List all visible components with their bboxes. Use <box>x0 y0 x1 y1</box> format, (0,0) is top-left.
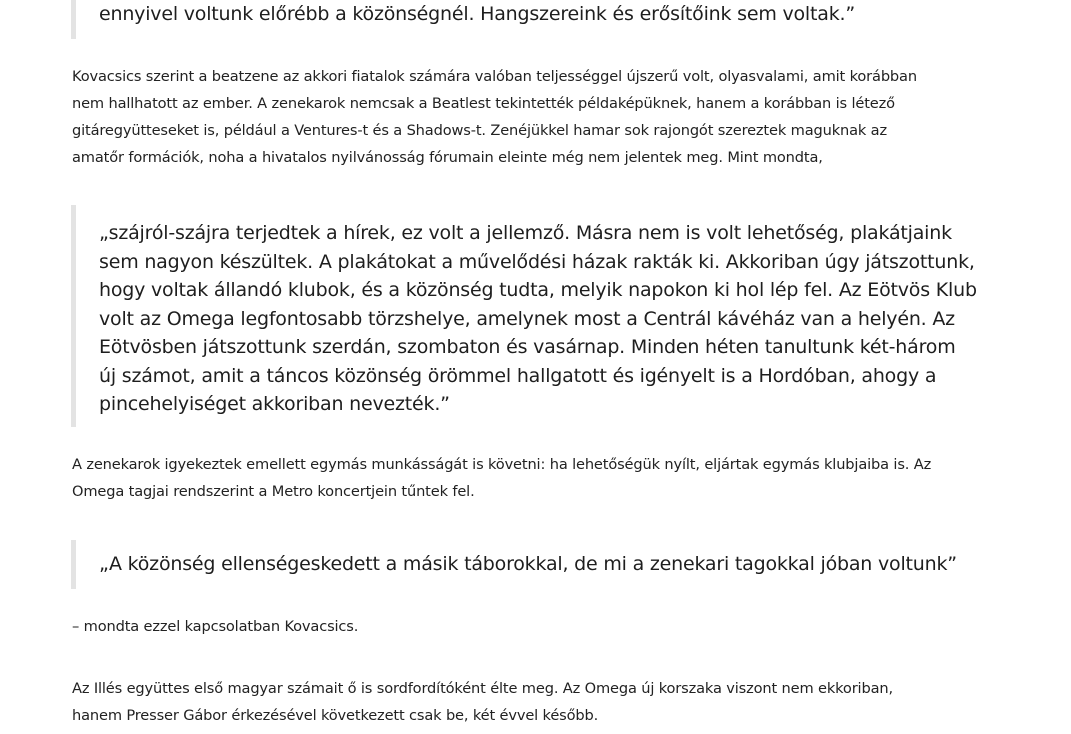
quote-line: ennyivel voltunk előrébb a közönségnél. Hangszereink és erősítőink sem voltak.” <box>99 3 855 25</box>
paragraph-kovacsics-beatzene <box>72 63 1022 171</box>
paragraph-line: Az Illés együttes első magyar számait ő is sordfordítóként élte meg. Az Omega új korszaka viszont nem ekkoriban, <box>72 680 893 697</box>
quote-line: hogy voltak állandó klubok, és a közönség tudta, melyik napokon ki hol lép fel. Az Eötvös Klub <box>99 279 977 301</box>
quote-line: új számot, amit a táncos közönség örömmel hallgatott és igényelt is a Hordóban, ahogy a <box>99 364 937 387</box>
quote-line: volt az Omega legfontosabb törzshelye, amelynek most a Centrál kávéház van a helyén. Az <box>99 307 955 330</box>
quote-line: pincehelyiséget akkoriban nevezték.” <box>99 393 450 415</box>
paragraph-line: Kovacsics szerint a beatzene az akkori fiatalok számára valóban teljességgel újszerű volt, olyasvalami, amit korábban <box>72 68 917 85</box>
paragraph-line: A zenekarok igyekeztek emellett egymás munkásságát is követni: ha lehetőségük nyílt, eljártak egymás klubjaiba is. Az <box>72 456 932 473</box>
paragraph-line: hanem Presser Gábor érkezésével következett csak be, két évvel később. <box>72 707 599 724</box>
quote-line: sem nagyon készültek. A plakátokat a művelődési házak rakták ki. Akkoriban úgy játszottunk, <box>99 250 975 273</box>
paragraph-attribution <box>72 613 1022 640</box>
blockquote-top <box>71 0 1011 39</box>
paragraph-line: nem hallhatott az ember. A zenekarok nemcsak a Beatlest tekintették példaképüknek, hanem a korábban is létező <box>72 95 895 112</box>
quote-line: Eötvösben játszottunk szerdán, szombaton és vasárnap. Minden héten tanultunk két-három <box>99 336 956 358</box>
paragraph-line: – mondta ezzel kapcsolatban Kovacsics. <box>72 618 359 635</box>
blockquote-szajrol-szajra <box>71 205 979 427</box>
quote-line: „A közönség ellenségeskedett a másik táborokkal, de mi a zenekari tagokkal jóban voltunk” <box>99 553 957 575</box>
paragraph-line: Omega tagjai rendszerint a Metro koncertjein tűntek fel. <box>72 483 475 500</box>
paragraph-illes <box>72 675 1022 729</box>
paragraph-zenekarok <box>72 451 1022 505</box>
paragraph-line: amatőr formációk, noha a hivatalos nyilvánosság fórumain eleinte még nem jelentek meg. Mint mondta, <box>72 149 823 166</box>
quote-line: „szájról-szájra terjedtek a hírek, ez volt a jellemző. Másra nem is volt lehetőség, plakátjaink <box>99 222 952 244</box>
paragraph-line: gitáregyütteseket is, például a Ventures-t és a Shadows-t. Zenéjükkel hamar sok rajongót szereztek maguknak az <box>72 122 887 139</box>
blockquote-kozonseg <box>71 540 999 589</box>
